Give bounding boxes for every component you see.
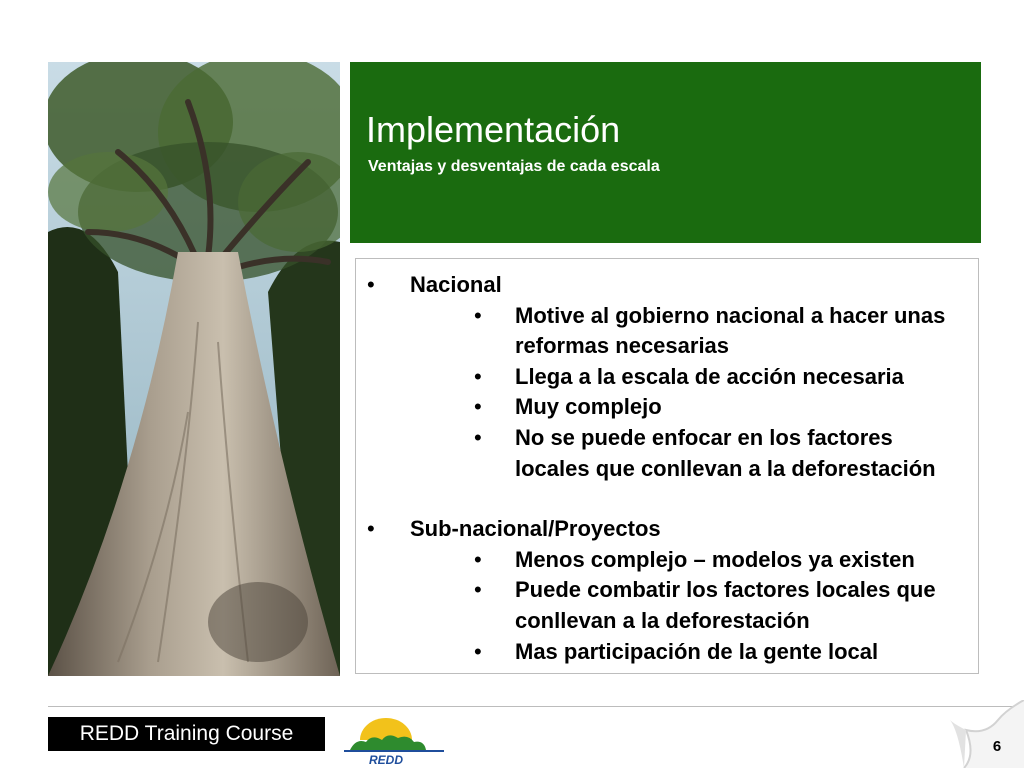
point-text: Menos complejo – modelos ya existen <box>515 546 915 572</box>
list-item <box>464 301 978 362</box>
page-number: 6 <box>992 738 1002 755</box>
list-item <box>464 392 978 423</box>
bullet-symbol: • <box>367 272 375 297</box>
redd-logo <box>338 714 450 768</box>
bullet-symbol: • <box>367 516 375 542</box>
sub-bullet-list <box>410 545 978 667</box>
spacer <box>356 484 978 514</box>
bullet-symbol: • <box>474 394 482 420</box>
title-banner <box>350 62 981 243</box>
sub-bullet-list <box>410 301 978 485</box>
logo-text: REDD <box>368 753 404 767</box>
bullet-symbol: • <box>474 638 482 664</box>
bullet-list <box>356 270 978 667</box>
list-item <box>464 575 978 636</box>
point-text: Muy complejo <box>515 394 662 420</box>
point-text: No se puede enfocar en los factores locales que conllevan a la deforestación <box>515 424 936 481</box>
point-text: Mas participación de la gente local <box>515 638 879 664</box>
section-heading: Nacional <box>410 272 502 297</box>
section-heading: Sub-nacional/Proyectos <box>410 516 661 542</box>
bullet-symbol: • <box>474 546 482 572</box>
bullet-symbol: • <box>474 363 482 389</box>
course-label: REDD Training Course <box>48 717 325 751</box>
bullet-symbol: • <box>474 302 482 328</box>
section-nacional <box>356 270 978 484</box>
point-text: Motive al gobierno nacional a hacer unas reformas necesarias <box>515 302 946 359</box>
list-item <box>464 423 978 484</box>
point-text: Llega a la escala de acción necesaria <box>515 363 904 389</box>
list-item <box>464 637 978 668</box>
page-curl-icon <box>946 700 1024 768</box>
tree-photo <box>48 62 340 676</box>
slide-subtitle: Ventajas y desventajas de cada escala <box>368 158 660 175</box>
bullet-symbol: • <box>474 577 482 603</box>
point-text: Puede combatir los factores locales que conllevan a la deforestación <box>515 577 936 633</box>
bullet-symbol: • <box>474 424 482 450</box>
list-item <box>464 545 978 576</box>
list-item <box>464 362 978 393</box>
footer-divider <box>48 706 1024 707</box>
content-panel <box>355 258 979 674</box>
section-subnacional <box>356 514 978 667</box>
slide-title: Implementación <box>366 109 621 150</box>
